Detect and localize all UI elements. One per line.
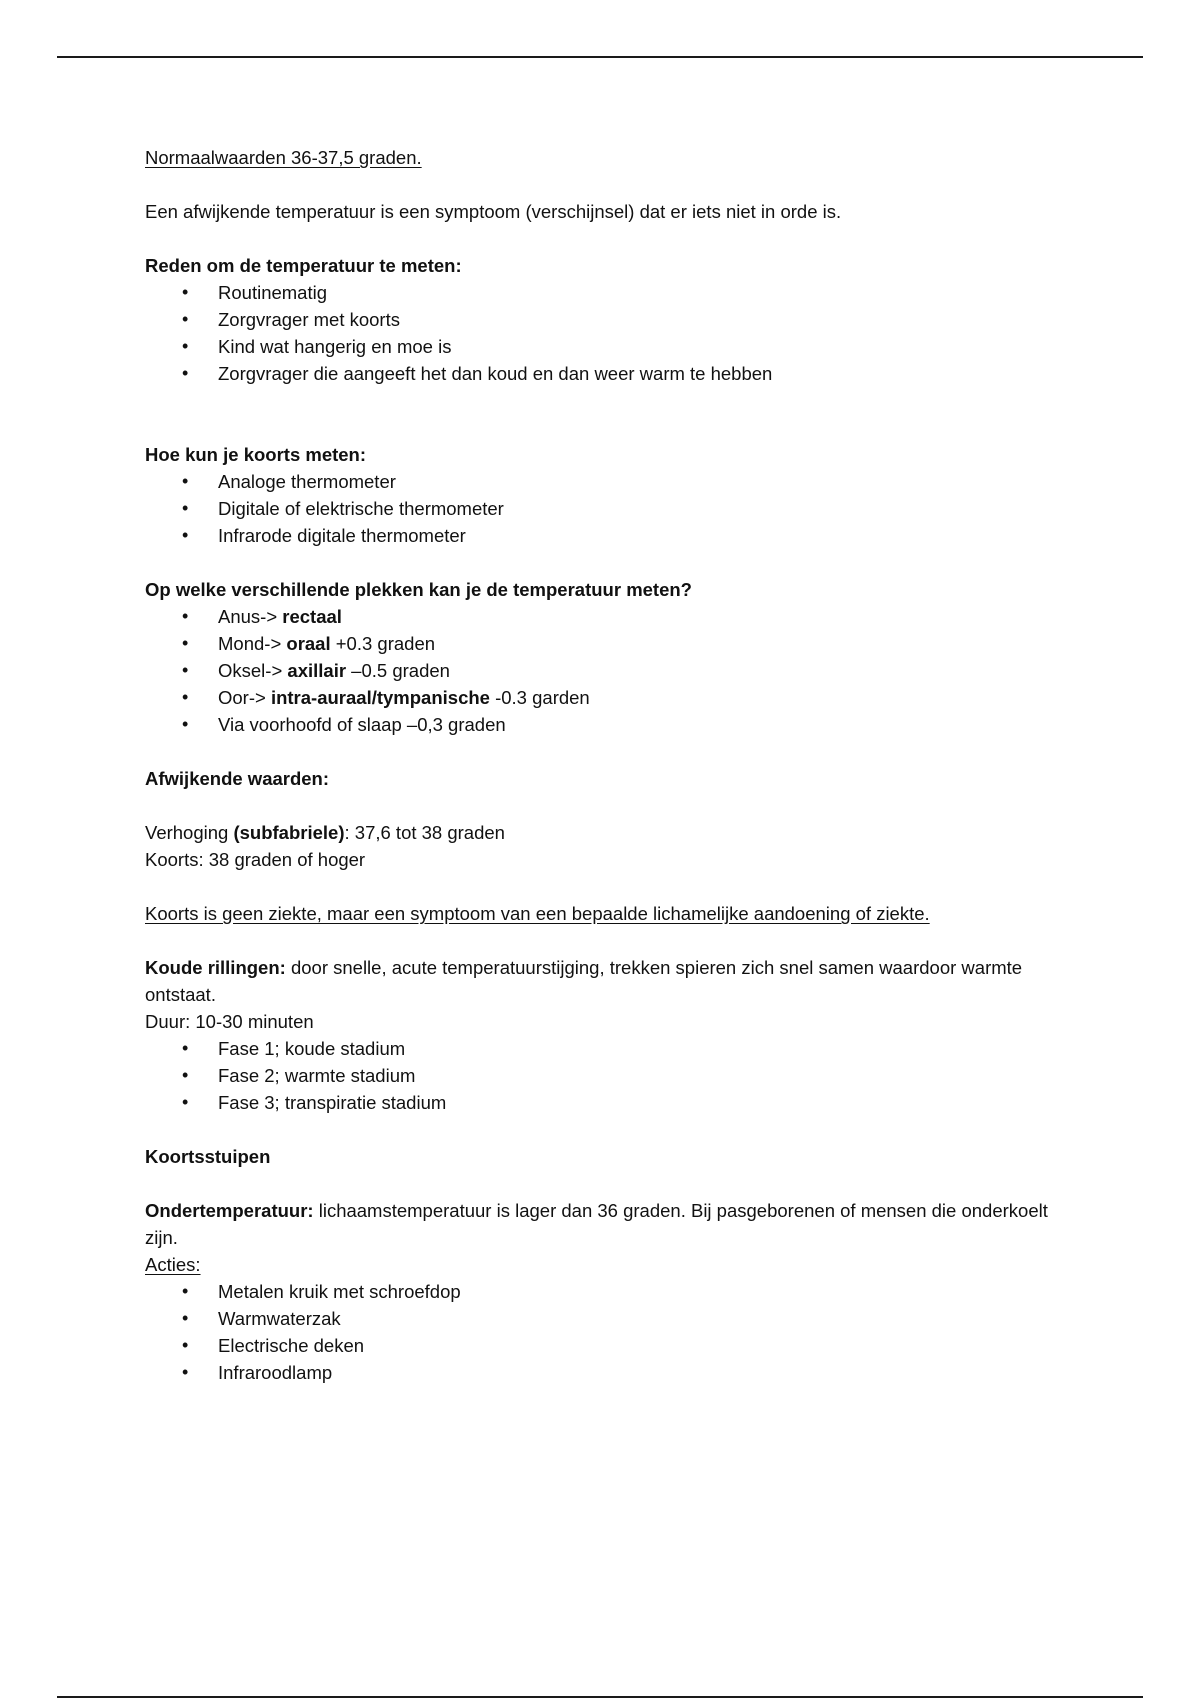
document-body (145, 144, 1065, 1386)
chills-duration: Duur: 10-30 minuten (145, 1011, 314, 1032)
abnormal-heading: Afwijkende waarden: (145, 768, 330, 789)
reasons-heading: Reden om de temperatuur te meten: (145, 255, 462, 276)
places-heading: Op welke verschillende plekken kan je de temperatuur meten? (145, 579, 692, 600)
list-item: • Anus-> rectaal (145, 603, 1065, 630)
list-item: • Zorgvrager met koorts (145, 306, 1065, 333)
list-item: • Kind wat hangerig en moe is (145, 333, 1065, 360)
normal-values-line: Normaalwaarden 36-37,5 graden. (145, 147, 422, 168)
hypothermia-paragraph: Ondertemperatuur: lichaamstemperatuur is lager dan 36 graden. Bij pasgeborenen of mensen die onderkoelt zijn. (145, 1200, 1048, 1248)
list-item: • Routinematig (145, 279, 1065, 306)
places-list (145, 603, 1065, 738)
list-item: • Infraroodlamp (145, 1359, 1065, 1386)
list-item: • Metalen kruik met schroefdop (145, 1278, 1065, 1305)
elevation-line: Verhoging (subfabriele): 37,6 tot 38 graden (145, 822, 505, 843)
chills-phase-list (145, 1035, 1065, 1116)
fever-line: Koorts: 38 graden of hoger (145, 849, 366, 870)
list-item: • Oksel-> axillair –0.5 graden (145, 657, 1065, 684)
list-item: • Zorgvrager die aangeeft het dan koud en dan weer warm te hebben (145, 360, 1065, 387)
list-item: • Fase 1; koude stadium (145, 1035, 1065, 1062)
actions-label: Acties: (145, 1254, 201, 1275)
list-item: • Oor-> intra-auraal/tympanische -0.3 garden (145, 684, 1065, 711)
actions-list (145, 1278, 1065, 1386)
chills-paragraph: Koude rillingen: door snelle, acute temperatuurstijging, trekken spieren zich snel samen waardoor warmte ontstaat. (145, 957, 1023, 1005)
list-item: • Analoge thermometer (145, 468, 1065, 495)
list-item: • Fase 3; transpiratie stadium (145, 1089, 1065, 1116)
list-item: • Digitale of elektrische thermometer (145, 495, 1065, 522)
list-item: • Mond-> oraal +0.3 graden (145, 630, 1065, 657)
list-item: • Fase 2; warmte stadium (145, 1062, 1065, 1089)
list-item: • Infrarode digitale thermometer (145, 522, 1065, 549)
fever-note: Koorts is geen ziekte, maar een symptoom van een bepaalde lichamelijke aandoening of ziekte. (145, 903, 930, 924)
methods-list (145, 468, 1065, 549)
deviation-paragraph: Een afwijkende temperatuur is een symptoom (verschijnsel) dat er iets niet in orde is. (145, 201, 842, 222)
list-item: • Warmwaterzak (145, 1305, 1065, 1332)
list-item: • Electrische deken (145, 1332, 1065, 1359)
header-rule (57, 56, 1143, 58)
list-item: • Via voorhoofd of slaap –0,3 graden (145, 711, 1065, 738)
footer-rule (57, 1696, 1143, 1698)
reasons-list (145, 279, 1065, 387)
methods-heading: Hoe kun je koorts meten: (145, 444, 367, 465)
convulsions-heading: Koortsstuipen (145, 1146, 271, 1167)
